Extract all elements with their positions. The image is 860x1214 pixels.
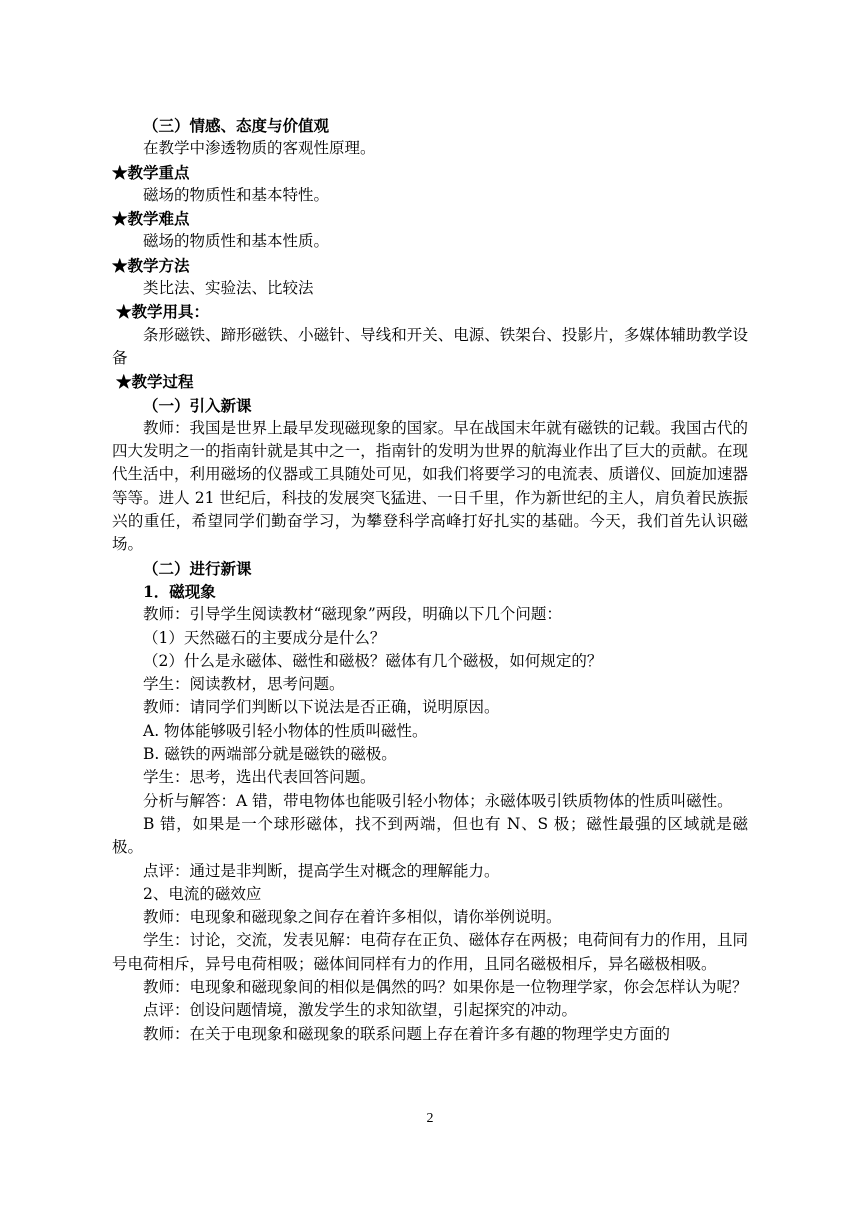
- text-line: （2）什么是永磁体、磁性和磁极？磁体有几个磁极，如何规定的？: [143, 651, 603, 670]
- paragraph: 条形磁铁、蹄形磁铁、小磁针、导线和开关、电源、铁架台、投影片，多媒体辅助教学设备: [112, 325, 748, 367]
- document-body: [112, 114, 748, 1046]
- text-line: 教师：在关于电现象和磁现象的联系问题上存在着许多有趣的物理学史方面的: [143, 1024, 671, 1043]
- paragraph: B 错，如果是一个球形磁体，找不到两端，但也有 N、S 极；磁性最强的区域就是磁极。: [112, 814, 748, 857]
- page-number: 2: [426, 1111, 434, 1126]
- text-line: 教师：请同学们判断以下说法是否正确，说明原因。: [143, 698, 500, 717]
- section-heading: ★教学用具：: [116, 302, 210, 322]
- text-line: 学生：思考，选出代表回答问题。: [143, 768, 376, 787]
- text-line: B. 磁铁的两端部分就是磁铁的磁极。: [143, 745, 397, 764]
- paragraph: 教师：我国是世界上最早发现磁现象的国家。早在战国末年就有磁铁的记载。我国古代的四大发明之一的指南针就是其中之一，指南针的发明为世界的航海业作出了巨大的贡献。在现代生活中，利用磁场的仪器或工具随处可见，如我们将要学习的电流表、质谱仪、回旋加速器等等。进人 21 世纪后，科技的发展突飞猛进、一日千里，作为新世纪的主人，肩负着民族振兴的重任，希望同学们勤奋学习，为攀登科学高峰打好扎实的基础。今天，我们首先认识磁场。: [112, 418, 748, 554]
- section-heading: ★教学难点: [112, 209, 190, 229]
- text-line: 磁场的物质性和基本性质。: [143, 232, 330, 251]
- text-line: （1）天然磁石的主要成分是什么？: [143, 628, 386, 647]
- text-line: A. 物体能够吸引轻小物体的性质叫磁性。: [143, 721, 428, 740]
- paragraph: 教师：电现象和磁现象间的相似是偶然的吗？如果你是一位物理学家，你会怎样认为呢？: [143, 977, 748, 996]
- text-line: 点评：创设问题情境，激发学生的求知欲望，引起探究的冲动。: [143, 1001, 578, 1020]
- text-line: 磁场的物质性和基本特性。: [143, 185, 330, 204]
- text-line: 2、电流的磁效应: [143, 884, 262, 903]
- text-line: 教师：引导学生阅读教材“磁现象”两段，明确以下几个问题：: [143, 605, 562, 624]
- text-line: 点评：通过是非判断，提高学生对概念的理解能力。: [143, 861, 500, 880]
- text-line: 类比法、实验法、比较法: [143, 279, 314, 298]
- section-heading: 1．磁现象: [143, 581, 216, 601]
- text-line: 在教学中渗透物质的客观性原理。: [143, 139, 376, 158]
- text-line: 教师：电现象和磁现象之间存在着许多相似，请你举例说明。: [143, 908, 562, 927]
- section-heading: ★教学过程: [116, 372, 194, 392]
- section-heading: （三）情感、态度与价值观: [143, 116, 330, 135]
- paragraph: 学生：讨论，交流，发表见解：电荷存在正负、磁体存在两极；电荷间有力的作用，且同号电荷相斥，异号电荷相吸；磁体间同样有力的作用，且同名磁极相斥，异名磁极相吸。: [112, 931, 748, 973]
- section-heading: （二）进行新课: [143, 558, 252, 578]
- paragraph: 分析与解答：A 错，带电物体也能吸引轻小物体；永磁体吸引铁质物体的性质叫磁性。: [143, 791, 733, 810]
- text-line: 学生：阅读教材，思考问题。: [143, 675, 345, 694]
- section-heading: ★教学方法: [112, 255, 190, 275]
- section-heading: ★教学重点: [112, 162, 190, 182]
- section-heading: （一）引入新课: [143, 395, 252, 415]
